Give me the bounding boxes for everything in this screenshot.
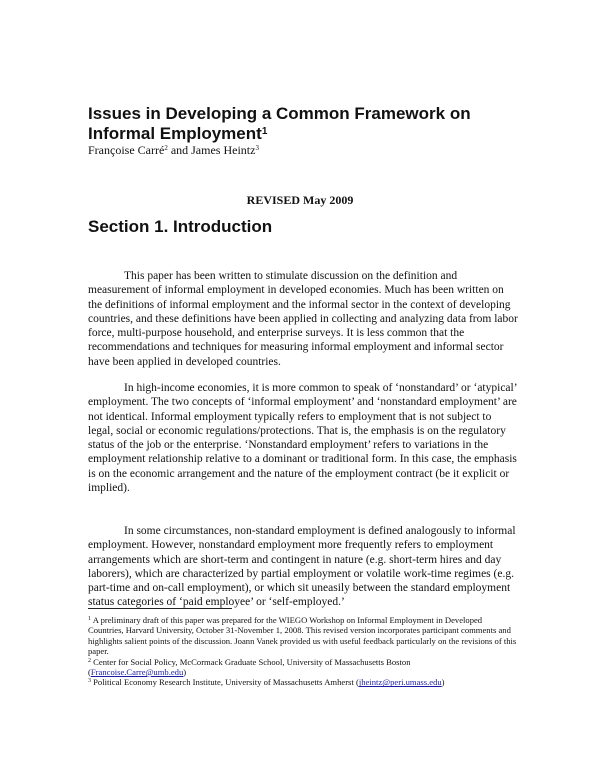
footnote-text: Political Economy Research Institute, University of Massachusetts Amherst — [93, 677, 354, 688]
footnote: $^2$ Center for Social Policy, McCormack Graduate School, University of Massachusetts Boston (Francoise.Carre@umb.edu) — [88, 656, 411, 678]
body-paragraph: This paper has been written to stimulate discussion on the definition and measurement of informal employment in developed economies. Much has been written on the definitions of informal employment and the informal sector in the context of developing countries, and these definitions have been applied in collecting and analyzing data from labor force, multi-purpose household, and enterprise surveys. It is less common that the recommendations and techniques for measuring informal employment and informal sector have been applied in developed countries. — [88, 270, 518, 368]
revision-note: REVISED May 2009 — [246, 193, 354, 207]
author-name: James Heintz — [191, 143, 256, 157]
author-footnote-mark[interactable]: 3 — [255, 144, 259, 152]
title-footnote-mark[interactable]: 1 — [261, 126, 268, 137]
footnote-divider — [88, 608, 232, 609]
paper-title-text: Issues in Developing a Common Framework on Informal Employment — [88, 104, 471, 143]
body-paragraph: In some circumstances, non-standard employment is defined analogously to informal employment. However, nonstandard employment more frequently refers to employment arrangements which are short-term and contingent in nature (e.g. short-term hires and day laborers), which are characterized by partial employment or volatile work-time regimes (e.g. part-time and on-call employment), or which sit uneasily between the standard employment status categories of ‘paid employee’ or ‘self-employed.’ — [88, 525, 516, 609]
author-name: Françoise Carré — [88, 143, 165, 157]
footnote — [88, 615, 518, 657]
author-conjunction: and — [167, 143, 192, 157]
paper-title — [88, 104, 528, 144]
footnote-text: A preliminary draft of this paper was prepared for the WIEGO Workshop on Informal Employment in Developed Countries, Harvard University, October 31-November 1, 2008. This revised version incorporates participant comments and highlights salient points of the discussion. Joann Vanek provided us with useful feedback particularly on the revisions of this paper. — [88, 615, 517, 657]
footnote-text: Center for Social Policy, McCormack Graduate School, University of Massachusetts Boston — [93, 656, 411, 667]
email-link[interactable]: Francoise.Carre@umb.edu — [90, 667, 184, 678]
email-link[interactable]: jheintz@peri.umass.edu — [358, 677, 442, 688]
body-paragraph: In high-income economies, it is more common to speak of ‘nonstandard’ or ‘atypical’ employment. The two concepts of ‘informal employment’ and ‘nonstandard employment’ are not identical. Informal employment typically refers to employment that is not subject to legal, social or economic regulations/protections. That is, the emphasis is on the regulatory status of the job or the enterprise. ‘Nonstandard employment’ refers to variations in the employment relationship relative to a dominant or traditional form. In this case, the emphasis is on the economic arrangement and the nature of the employment contract (be it explicit or implied). — [88, 382, 517, 495]
footnote: $^3$ Political Economy Research Institute, University of Massachusetts Amherst (jheintz@peri.umass.edu) — [88, 677, 445, 688]
footnotes — [88, 615, 518, 688]
footnote-mark: 1 — [88, 616, 91, 622]
author-line — [88, 143, 259, 157]
section-heading: Section 1. Introduction — [88, 217, 273, 236]
footnote-mark: 3 — [88, 678, 91, 685]
footnote-mark: 2 — [88, 657, 91, 664]
author-footnote-mark[interactable]: 2 — [164, 144, 168, 152]
